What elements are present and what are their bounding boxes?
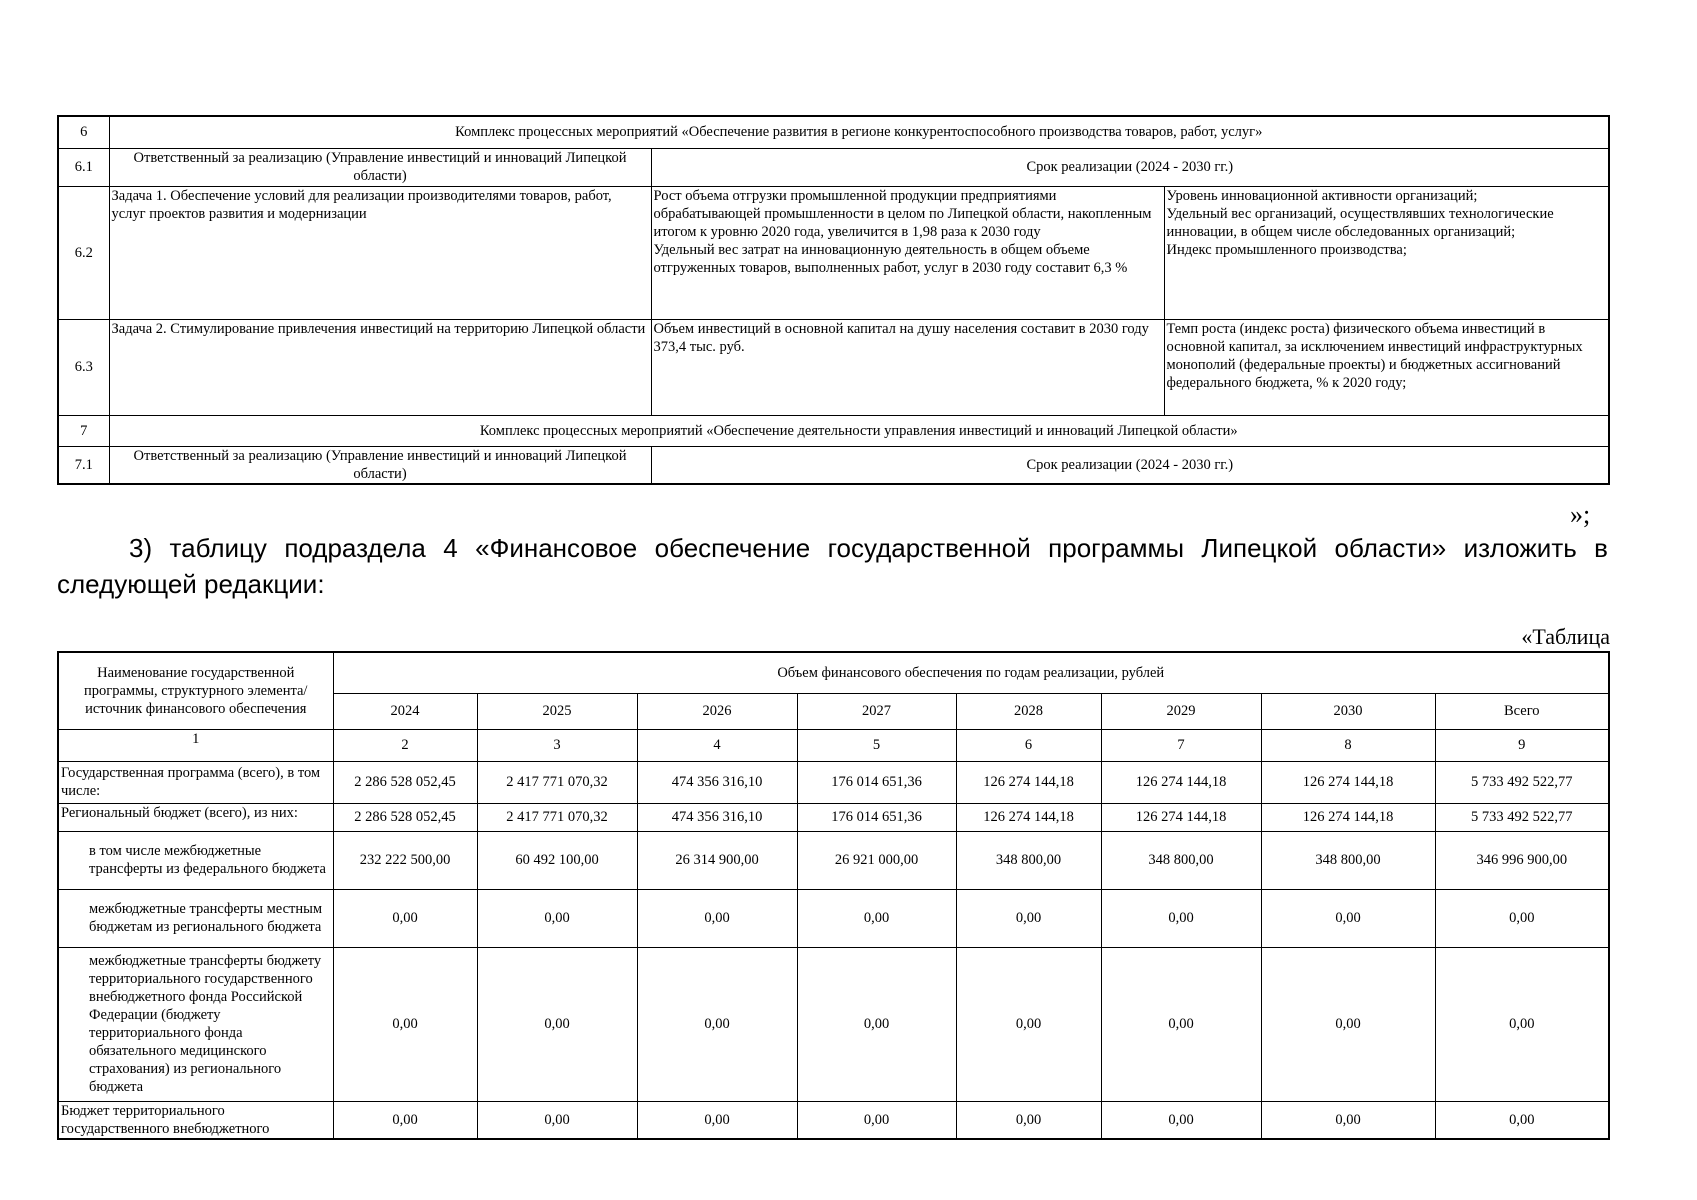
table-row [58, 889, 1609, 947]
row-name: Региональный бюджет (всего), из них: [58, 803, 333, 831]
col-number: 6 [956, 729, 1101, 761]
row-number: 7.1 [58, 446, 109, 484]
value-cell: 126 274 144,18 [956, 761, 1101, 803]
indicator-cell: Уровень инновационной активности организаций; Удельный вес организаций, осуществлявших технологические инновации, в общем числе обследованных организаций; Индекс промышленного производства; [1164, 186, 1609, 319]
total-header: Всего [1435, 693, 1609, 729]
table-row [58, 415, 1609, 446]
value-cell: 176 014 651,36 [797, 761, 956, 803]
column-numbers-row [58, 729, 1609, 761]
year-header: 2027 [797, 693, 956, 729]
col-number: 9 [1435, 729, 1609, 761]
value-cell: 176 014 651,36 [797, 803, 956, 831]
table-label: «Таблица [1521, 624, 1610, 649]
row-number: 6.1 [58, 148, 109, 186]
value-cell: 2 417 771 070,32 [477, 761, 637, 803]
complex-title: Комплекс процессных мероприятий «Обеспечение развития в регионе конкурентоспособного производства товаров, работ, услуг» [109, 116, 1609, 148]
value-cell: 0,00 [1101, 947, 1261, 1101]
row-name: Государственная программа (всего), в том числе: [58, 761, 333, 803]
value-cell: 26 921 000,00 [797, 831, 956, 889]
responsible-cell: Ответственный за реализацию (Управление инвестиций и инноваций Липецкой области) [109, 148, 651, 186]
value-cell: 126 274 144,18 [1261, 761, 1435, 803]
col-number: 2 [333, 729, 477, 761]
value-cell: 0,00 [333, 889, 477, 947]
value-cell: 2 286 528 052,45 [333, 761, 477, 803]
term-cell: Срок реализации (2024 - 2030 гг.) [651, 446, 1609, 484]
value-cell: 348 800,00 [1261, 831, 1435, 889]
row-name: межбюджетные трансферты бюджету территориального государственного внебюджетного фонда Российской Федерации (бюджету территориального фонда обязательного медицинского страхования) из регионального бюджета [58, 947, 333, 1101]
value-cell: 26 314 900,00 [637, 831, 797, 889]
value-cell: 0,00 [797, 1101, 956, 1139]
financing-table [57, 651, 1610, 1140]
row-number: 7 [58, 415, 109, 446]
responsible-cell: Ответственный за реализацию (Управление инвестиций и инноваций Липецкой области) [109, 446, 651, 484]
col-number: 7 [1101, 729, 1261, 761]
value-cell: 126 274 144,18 [956, 803, 1101, 831]
value-cell: 0,00 [1101, 889, 1261, 947]
value-cell: 0,00 [333, 1101, 477, 1139]
value-cell: 2 286 528 052,45 [333, 803, 477, 831]
total-cell: 5 733 492 522,77 [1435, 761, 1609, 803]
total-cell: 346 996 900,00 [1435, 831, 1609, 889]
value-cell: 0,00 [477, 889, 637, 947]
row-name: Бюджет территориального государственного внебюджетного [58, 1101, 333, 1139]
table-row [58, 148, 1609, 186]
effect-cell: Объем инвестиций в основной капитал на душу населения составит в 2030 году 373,4 тыс. руб. [651, 319, 1164, 415]
closing-quote: »; [1570, 500, 1591, 529]
value-cell: 126 274 144,18 [1101, 803, 1261, 831]
value-cell: 0,00 [956, 1101, 1101, 1139]
value-cell: 60 492 100,00 [477, 831, 637, 889]
value-cell: 0,00 [477, 947, 637, 1101]
volume-header: Объем финансового обеспечения по годам реализации, рублей [333, 652, 1609, 693]
year-header: 2030 [1261, 693, 1435, 729]
term-cell: Срок реализации (2024 - 2030 гг.) [651, 148, 1609, 186]
row-number: 6.3 [58, 319, 109, 415]
col-number: 8 [1261, 729, 1435, 761]
value-cell: 0,00 [637, 1101, 797, 1139]
value-cell: 348 800,00 [1101, 831, 1261, 889]
col-number: 4 [637, 729, 797, 761]
table-row [58, 1101, 1609, 1139]
col-number: 3 [477, 729, 637, 761]
indicator-cell: Темп роста (индекс роста) физического объема инвестиций в основной капитал, за исключением инвестиций инфраструктурных монополий (федеральные проекты) и бюджетных ассигнований федерального бюджета, % к 2020 году; [1164, 319, 1609, 415]
table-row [58, 831, 1609, 889]
row-name: в том числе межбюджетные трансферты из федерального бюджета [58, 831, 333, 889]
value-cell: 0,00 [1261, 1101, 1435, 1139]
value-cell: 0,00 [797, 947, 956, 1101]
total-cell: 0,00 [1435, 1101, 1609, 1139]
value-cell: 0,00 [333, 947, 477, 1101]
year-header: 2026 [637, 693, 797, 729]
table-row [58, 116, 1609, 148]
year-header: 2024 [333, 693, 477, 729]
row-name: межбюджетные трансферты местным бюджетам из регионального бюджета [58, 889, 333, 947]
total-cell: 0,00 [1435, 947, 1609, 1101]
total-cell: 0,00 [1435, 889, 1609, 947]
value-cell: 126 274 144,18 [1261, 803, 1435, 831]
value-cell: 0,00 [637, 947, 797, 1101]
value-cell: 348 800,00 [956, 831, 1101, 889]
value-cell: 0,00 [637, 889, 797, 947]
year-header: 2028 [956, 693, 1101, 729]
value-cell: 232 222 500,00 [333, 831, 477, 889]
complex-title: Комплекс процессных мероприятий «Обеспечение деятельности управления инвестиций и инноваций Липецкой области» [109, 415, 1609, 446]
value-cell: 0,00 [797, 889, 956, 947]
value-cell: 0,00 [1261, 947, 1435, 1101]
value-cell: 2 417 771 070,32 [477, 803, 637, 831]
value-cell: 0,00 [956, 889, 1101, 947]
header-row [58, 652, 1609, 693]
year-header: 2029 [1101, 693, 1261, 729]
value-cell: 474 356 316,10 [637, 803, 797, 831]
year-header: 2025 [477, 693, 637, 729]
table-row [58, 186, 1609, 319]
value-cell: 0,00 [1261, 889, 1435, 947]
effect-cell: Рост объема отгрузки промышленной продукции предприятиями обрабатывающей промышленности в целом по Липецкой области, накопленным итогом к уровню 2020 года, увеличится в 1,98 раза к 2030 году Удельный вес затрат на инновационную деятельность в общем объеме отгруженных товаров, выполненных работ, услуг в 2030 году составит 6,3 % [651, 186, 1164, 319]
value-cell: 474 356 316,10 [637, 761, 797, 803]
value-cell: 0,00 [956, 947, 1101, 1101]
row-number: 6.2 [58, 186, 109, 319]
value-cell: 0,00 [477, 1101, 637, 1139]
table-row [58, 803, 1609, 831]
value-cell: 0,00 [1101, 1101, 1261, 1139]
program-structure-table [57, 115, 1610, 485]
col-number: 5 [797, 729, 956, 761]
col-number: 1 [58, 729, 333, 761]
task-cell: Задача 1. Обеспечение условий для реализации производителями товаров, работ, услуг проектов развития и модернизации [109, 186, 651, 319]
name-header: Наименование государственной программы, структурного элемента/источник финансового обеспечения [58, 652, 333, 729]
task-cell: Задача 2. Стимулирование привлечения инвестиций на территорию Липецкой области [109, 319, 651, 415]
table-row [58, 947, 1609, 1101]
table-row [58, 446, 1609, 484]
table-row [58, 319, 1609, 415]
table-row [58, 761, 1609, 803]
row-number: 6 [58, 116, 109, 148]
total-cell: 5 733 492 522,77 [1435, 803, 1609, 831]
amendment-paragraph: 3) таблицу подраздела 4 «Финансовое обеспечение государственной программы Липецкой области» изложить в следующей редакции: [57, 533, 1608, 599]
value-cell: 126 274 144,18 [1101, 761, 1261, 803]
